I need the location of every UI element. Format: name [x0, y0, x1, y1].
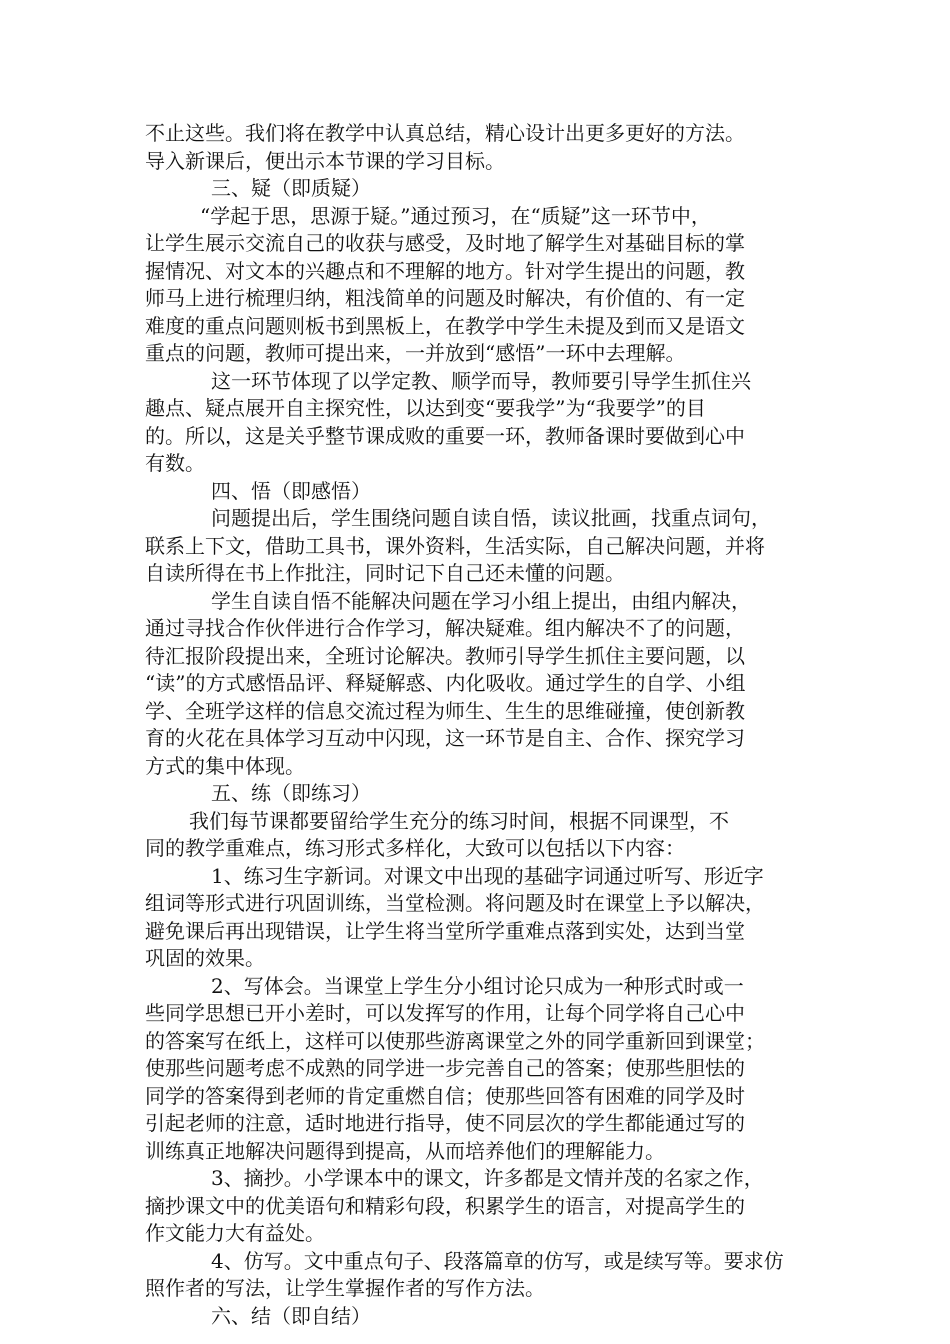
paragraph-line: 照作者的写法，让学生掌握作者的写作方法。 — [145, 1276, 545, 1300]
paragraph-line: 联系上下文，借助工具书，课外资料，生活实际，自己解决问题，并将 — [145, 533, 765, 558]
document-body — [145, 120, 810, 1330]
section-heading — [145, 780, 810, 808]
paragraph-line: 趣点、疑点展开自主探究性，以达到变“要我学”为“我要学”的目 — [145, 396, 706, 420]
section-heading-text: 六、结（即自结） — [211, 1303, 371, 1328]
paragraph-line: 训练真正地解决问题得到提高，从而培养他们的理解能力。 — [145, 1138, 665, 1163]
paragraph — [145, 808, 810, 863]
paragraph-line: 学、全班学这样的信息交流过程为师生、生生的思维碰撞，使创新教 — [145, 698, 745, 723]
paragraph — [145, 505, 810, 588]
paragraph-line: 这一环节体现了以学定教、顺学而导，教师要引导学生抓住兴 — [211, 368, 751, 393]
paragraph-line: 自读所得在书上作批注，同时记下自己还未懂的问题。 — [145, 561, 625, 585]
paragraph-line: 1、练习生字新词。对课文中出现的基础字词通过听写、形近字 — [211, 863, 764, 888]
paragraph-line: 同学的答案得到老师的肯定重燃自信；使那些回答有困难的同学及时 — [145, 1083, 745, 1108]
section-heading — [145, 175, 810, 203]
paragraph-line: 不止这些。我们将在教学中认真总结，精心设计出更多更好的方法。 — [145, 121, 745, 145]
paragraph-line: 引起老师的注意，适时地进行指导，使不同层次的学生都能通过写的 — [145, 1111, 745, 1135]
paragraph-line: 使那些问题考虑不成熟的同学进一步完善自己的答案；使那些胆怯的 — [145, 1056, 745, 1080]
section-heading — [145, 1303, 810, 1331]
paragraph-line: 难度的重点问题则板书到黑板上，在教学中学生未提及到而又是语文 — [145, 313, 745, 338]
paragraph-line: 组词等形式进行巩固训练，当堂检测。将问题及时在课堂上予以解决， — [145, 891, 765, 915]
section-heading — [145, 478, 810, 506]
paragraph-line: 摘抄课文中的优美语句和精彩句段，积累学生的语言，对提高学生的 — [145, 1193, 745, 1218]
paragraph-line: 重点的问题，教师可提出来，一并放到“感悟”一环中去理解。 — [145, 341, 686, 365]
paragraph — [145, 368, 810, 478]
section-heading-text: 四、悟（即感悟） — [211, 478, 371, 503]
paragraph — [145, 120, 810, 175]
paragraph-line: 育的火花在具体学习互动中闪现，这一环节是自主、合作、探究学习 — [145, 726, 745, 750]
paragraph-line: 我们每节课都要留给学生充分的练习时间，根据不同课型，不 — [189, 808, 729, 833]
paragraph-line: 通过寻找合作伙伴进行合作学习，解决疑难。组内解决不了的问题， — [145, 616, 745, 640]
paragraph — [145, 588, 810, 781]
paragraph-line: 巩固的效果。 — [145, 946, 265, 970]
paragraph-line: “学起于思，思源于疑。”通过预习，在“质疑”这一环节中， — [200, 203, 711, 228]
paragraph — [145, 973, 810, 1166]
paragraph-line: 师马上进行梳理归纳，粗浅简单的问题及时解决，有价值的、有一定 — [145, 286, 745, 310]
section-heading-text: 三、疑（即质疑） — [211, 176, 371, 200]
paragraph-line: 方式的集中体现。 — [145, 753, 305, 778]
paragraph-line: 2、写体会。当课堂上学生分小组讨论只成为一种形式时或一 — [211, 973, 744, 998]
paragraph-line: 握情况、对文本的兴趣点和不理解的地方。针对学生提出的问题，教 — [145, 258, 745, 283]
paragraph-line: 待汇报阶段提出来，全班讨论解决。教师引导学生抓住主要问题，以 — [145, 643, 745, 668]
paragraph-line: 学生自读自悟不能解决问题在学习小组上提出，由组内解决， — [211, 588, 751, 613]
paragraph-line: 导入新课后，便出示本节课的学习目标。 — [145, 148, 505, 173]
paragraph-line: 些同学思想已开小差时，可以发挥写的作用，让每个同学将自己心中 — [145, 1001, 745, 1025]
paragraph — [145, 1248, 810, 1303]
section-heading-text: 五、练（即练习） — [211, 781, 371, 805]
paragraph-line: 4、仿写。文中重点句子、段落篇章的仿写，或是续写等。要求仿 — [211, 1248, 784, 1273]
paragraph-line: 有数。 — [145, 451, 205, 475]
paragraph-line: 问题提出后，学生围绕问题自读自悟，读议批画，找重点词句， — [211, 506, 771, 530]
paragraph-line: 避免课后再出现错误，让学生将当堂所学重难点落到实处，达到当堂 — [145, 918, 745, 943]
paragraph-line: 3、摘抄。小学课本中的课文，许多都是文情并茂的名家之作， — [211, 1166, 764, 1190]
paragraph-line: 的答案写在纸上，这样可以使那些游离课堂之外的同学重新回到课堂； — [145, 1028, 765, 1053]
paragraph — [145, 203, 810, 368]
paragraph-line: 同的教学重难点，练习形式多样化，大致可以包括以下内容： — [145, 836, 685, 860]
paragraph-line: 让学生展示交流自己的收获与感受，及时地了解学生对基础目标的掌 — [145, 231, 745, 255]
paragraph — [145, 1165, 810, 1248]
paragraph-line: “读”的方式感悟品评、释疑解惑、内化吸收。通过学生的自学、小组 — [145, 671, 746, 695]
paragraph — [145, 863, 810, 973]
paragraph-line: 作文能力大有益处。 — [145, 1221, 325, 1245]
paragraph-line: 的。所以，这是关乎整节课成败的重要一环，教师备课时要做到心中 — [145, 423, 745, 448]
